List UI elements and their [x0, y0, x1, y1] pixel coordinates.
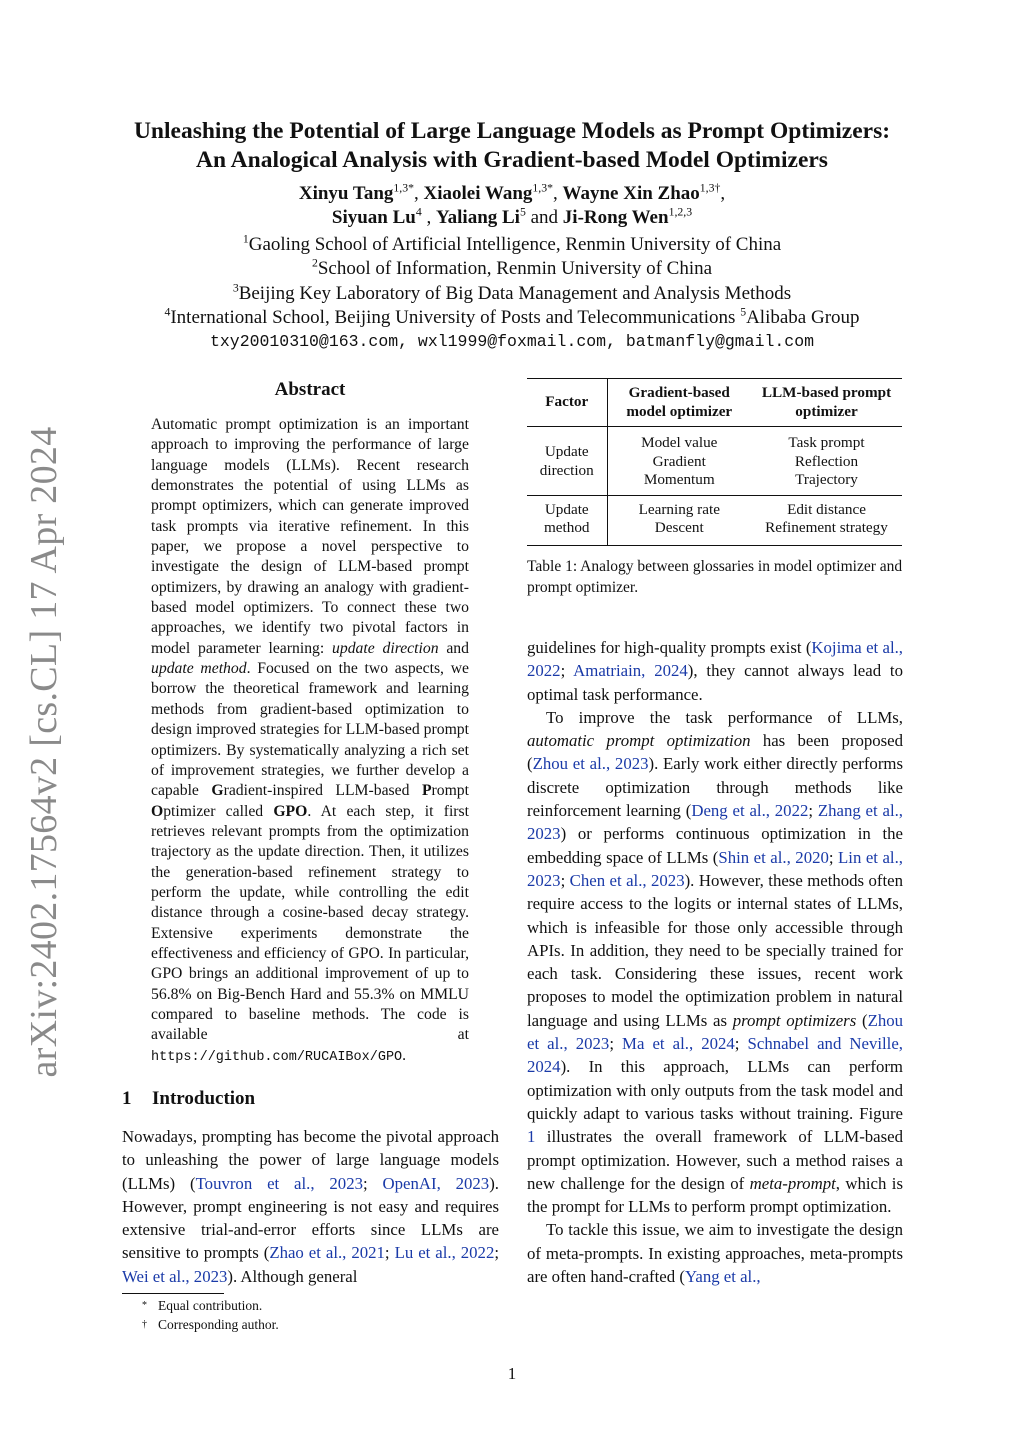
page-number: 1	[507, 1364, 517, 1383]
author-affil: 1,3*	[532, 181, 554, 195]
affiliation: $^3$Beijing Key Laboratory of Big Data Management and Analysis Methods	[232, 281, 792, 304]
author-affil: 1,2,3	[668, 205, 693, 219]
section-heading: 1 Introduction	[122, 1088, 256, 1109]
affiliation: $^1$Gaoling School of Artificial Intelligence, Renmin University of China	[242, 232, 782, 255]
author-name: Xiaolei Wang	[423, 183, 533, 204]
citation-link[interactable]: Amatriain, 2024	[573, 661, 688, 681]
author-list: Xinyu Tang$^{1,3*}$, Xiaolei Wang$^{1,3*}$, Wayne Xin Zhao$^{1,3\dagger}$, Siyuan Lu$^4$ , Yaliang Li$^5$ and Ji-Rong Wen$^{1,2,3}$	[298, 181, 726, 228]
title-line-2: An Analogical Analysis with Gradient-based Model Optimizers	[196, 147, 828, 173]
table-cell: Learning rate Descent	[607, 495, 751, 545]
arxiv-stamp-text: arXiv:2402.17564v2 [cs.CL] 17 Apr 2024	[23, 426, 65, 1078]
citation-link[interactable]: Shin et al., 2020	[718, 847, 829, 867]
citation-link[interactable]: Wei et al., 2023	[122, 1266, 228, 1286]
intro-paragraph: Nowadays, prompting has become the pivotal approach to unleashing the power of large language models (LLMs) (Touvron et al., 2023; OpenAI, 2023). However, prompt engineering is not easy and requires extensive trial-and-error efforts since LLMs are sensitive to prompts (Zhao et al., 2021; Lu et al., 2022; Wei et al., 2023). Although general	[122, 1127, 500, 1286]
footnote-divider	[122, 1293, 224, 1294]
affiliations	[0, 233, 1024, 331]
right-column-text	[527, 636, 903, 1288]
table-row	[527, 427, 902, 496]
author-name: Siyuan Lu	[331, 207, 416, 228]
citation-link[interactable]: Deng et al., 2022	[691, 801, 809, 821]
citation-link[interactable]: Kojima et al., 2022	[527, 638, 903, 681]
figure-ref-link[interactable]: 1	[527, 1127, 536, 1147]
table-cell: Update direction	[527, 427, 607, 496]
abstract-body: Automatic prompt optimization is an important approach to improving the performance of large language models (LLMs). Recent research demonstrates the potential of using LLMs as prompt optimizers, which can generate improved task prompts via iterative refinement. In this paper, we propose a novel perspective to investigate the design of LLM-based prompt optimizers, by drawing an analogy with gradient-based model optimizers. To connect these two approaches, we identify two pivotal factors in model parameter learning: update direction and update method. Focused on the two aspects, we borrow the theoretical framework and learning methods from gradient-based optimization to design improved strategies for LLM-based prompt optimizers. By systematically analyzing a rich set of improvement strategies, we further develop a capable Gradient-inspired LLM-based Prompt Optimizer called GPO. At each step, it first retrieves relevant prompts from the optimization trajectory as the update direction. Then, it utilizes the generation-based refinement strategy to perform the update, while controlling the edit distance through a cosine-based decay strategy. Extensive experiments demonstrate the effectiveness and efficiency of GPO. In particular, GPO brings an additional improvement of up to 56.8% on Big-Bench Hard and 55.3% on MMLU compared to baseline methods. The code is available at https://github.com/RUCAIBox/GPO.	[151, 416, 470, 1065]
paper-title	[0, 117, 1024, 175]
citation-link[interactable]: Ma et al., 2024	[622, 1034, 735, 1054]
footnote: † Corresponding author.	[142, 1317, 279, 1332]
code-link[interactable]: https://github.com/RUCAIBox/GPO	[151, 1049, 403, 1065]
citation-link[interactable]: Zhou et al., 2023	[527, 1010, 903, 1054]
citation-link[interactable]: Schnabel and Neville, 2024	[527, 1034, 903, 1077]
table-header: Gradient-based model optimizer	[607, 379, 751, 427]
paragraph: guidelines for high-quality prompts exist (Kojima et al., 2022; Amatriain, 2024), they cannot always lead to optimal task performance.	[527, 638, 903, 704]
paragraph: To tackle this issue, we aim to investigate the design of meta-prompts. In existing approaches, meta-prompts are often hand-crafted (Yang et al.,	[527, 1220, 903, 1287]
title-line-1: Unleashing the Potential of Large Language Models as Prompt Optimizers:	[133, 118, 891, 144]
citation-link[interactable]: Lin et al., 2023	[527, 847, 903, 890]
analogy-table	[527, 378, 902, 546]
table-cell: Task prompt Reflection Trajectory	[751, 427, 902, 496]
author-emails: txy20010310@163.com, wxl1999@foxmail.com, batmanfly@gmail.com	[210, 332, 814, 351]
abstract-heading: Abstract	[274, 379, 346, 400]
affiliation: $^2$School of Information, Renmin University of China	[311, 257, 713, 280]
table-caption: Table 1: Analogy between glossaries in model optimizer and prompt optimizer.	[527, 558, 903, 596]
author-affil: 5	[519, 205, 526, 219]
table-header: Factor	[527, 379, 607, 427]
author-name: Yaliang Li	[436, 207, 520, 228]
footnote: * Equal contribution.	[142, 1298, 263, 1313]
citation-link[interactable]: Lu et al., 2022	[394, 1243, 495, 1263]
citation-link[interactable]: Zhou et al., 2023	[532, 754, 649, 774]
paragraph: To improve the task performance of LLMs, automatic prompt optimization has been proposed (Zhou et al., 2023). Early work either directly performs discrete optimization through methods like reinforcement learning (Deng et al., 2022; Zhang et al., 2023) or performs continuous optimization in the embedding space of LLMs (Shin et al., 2020; Lin et al., 2023; Chen et al., 2023). However, these methods often require access to the logits or internal states of LLMs, which is infeasible for those only accessible through APIs. In addition, they need to be specially trained for each task. Considering these issues, recent work proposes to model the optimization problem in natural language and using LLMs as prompt optimizers (Zhou et al., 2023; Ma et al., 2024; Schnabel and Neville, 2024). In this approach, LLMs can perform optimization with only outputs from the task model and quickly adapt to various tasks without training. Figure 1 illustrates the overall framework of LLM-based prompt optimization. However, such a method raises a new challenge for the design of meta-prompt, which is the prompt for LLMs to perform prompt optimization.	[527, 707, 904, 1217]
footnotes	[142, 1296, 279, 1334]
author-name: Wayne Xin Zhao	[562, 183, 700, 204]
table-header: LLM-based prompt optimizer	[751, 379, 902, 427]
citation-link[interactable]: Chen et al., 2023	[569, 870, 685, 890]
table-cell: Edit distance Refinement strategy	[751, 495, 902, 545]
table-cell: Model value Gradient Momentum	[607, 427, 751, 496]
table-cell: Update method	[527, 495, 607, 545]
citation-link[interactable]: Zhang et al., 2023	[527, 801, 904, 844]
citation-link[interactable]: OpenAI, 2023	[382, 1173, 490, 1193]
citation-link[interactable]: Yang et al.,	[684, 1267, 761, 1287]
table-row	[527, 495, 902, 545]
author-affil: 4	[415, 205, 422, 219]
author-affil: 1,3*	[393, 181, 414, 195]
affiliation: $^4$International School, Beijing University of Posts and Telecommunications $^5$Alibaba Group	[164, 305, 860, 329]
author-affil: 1,3†	[699, 181, 721, 195]
citation-link[interactable]: Touvron et al., 2023	[195, 1173, 363, 1193]
author-name: Ji-Rong Wen	[562, 207, 669, 228]
author-connector: and	[530, 207, 559, 228]
author-name: Xinyu Tang	[298, 183, 394, 204]
citation-link[interactable]: Zhao et al., 2021	[269, 1243, 385, 1263]
